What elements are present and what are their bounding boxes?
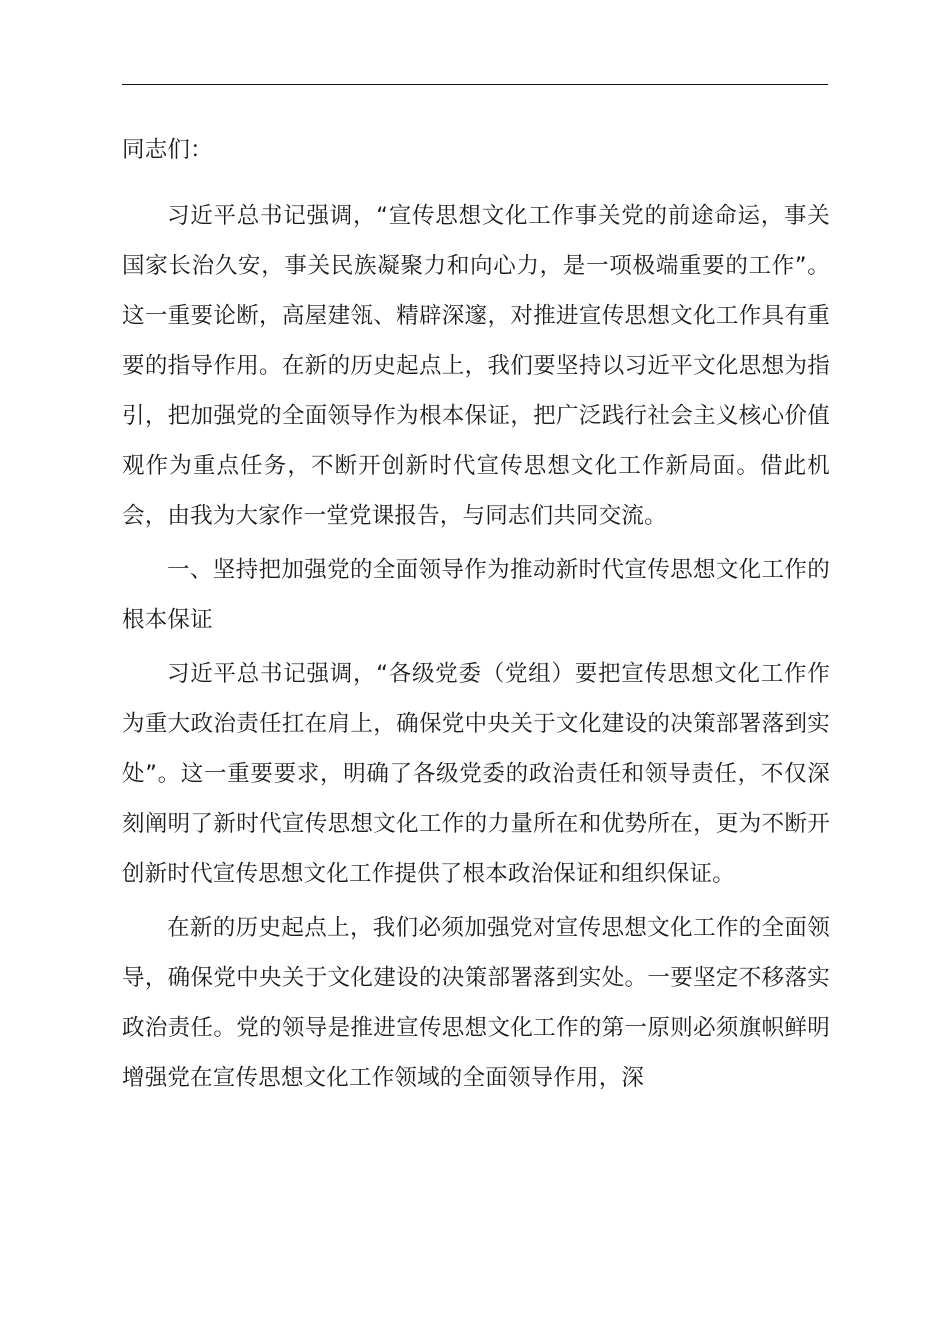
- paragraph-section-1-body: 在新的历史起点上，我们必须加强党对宣传思想文化工作的全面领导，确保党中央关于文化建设的决策部署落到实处。一要坚定不移落实政治责任。党的领导是推进宣传思想文化工作的第一原则必须旗帜鲜明增强党在宣传思想文化工作领域的全面领导作用，深: [122, 915, 830, 1091]
- document-body: [122, 125, 830, 1103]
- paragraph-intro: 习近平总书记强调，“宣传思想文化工作事关党的前途命运，事关国家长治久安，事关民族凝聚力和向心力，是一项极端重要的工作”。这一重要论断，高屋建瓴、精辟深邃，对推进宣传思想文化工作具有重要的指导作用。在新的历史起点上，我们要坚持以习近平文化思想为指引，把加强党的全面领导作为根本保证，把广泛践行社会主义核心价值观作为重点任务，不断开创新时代宣传思想文化工作新局面。借此机会，由我为大家作一堂党课报告，与同志们共同交流。: [122, 203, 830, 529]
- salutation: 同志们：: [122, 137, 213, 163]
- paragraph-section-1-quote: 习近平总书记强调，“各级党委（党组）要把宣传思想文化工作作为重大政治责任扛在肩上，确保党中央关于文化建设的决策部署落到实处”。这一重要要求，明确了各级党委的政治责任和领导责任，不仅深刻阐明了新时代宣传思想文化工作的力量所在和优势所在，更为不断开创新时代宣传思想文化工作提供了根本政治保证和组织保证。: [122, 661, 830, 887]
- header-rule: [122, 84, 828, 85]
- section-heading-1: 一、坚持把加强党的全面领导作为推动新时代宣传思想文化工作的根本保证: [122, 557, 830, 633]
